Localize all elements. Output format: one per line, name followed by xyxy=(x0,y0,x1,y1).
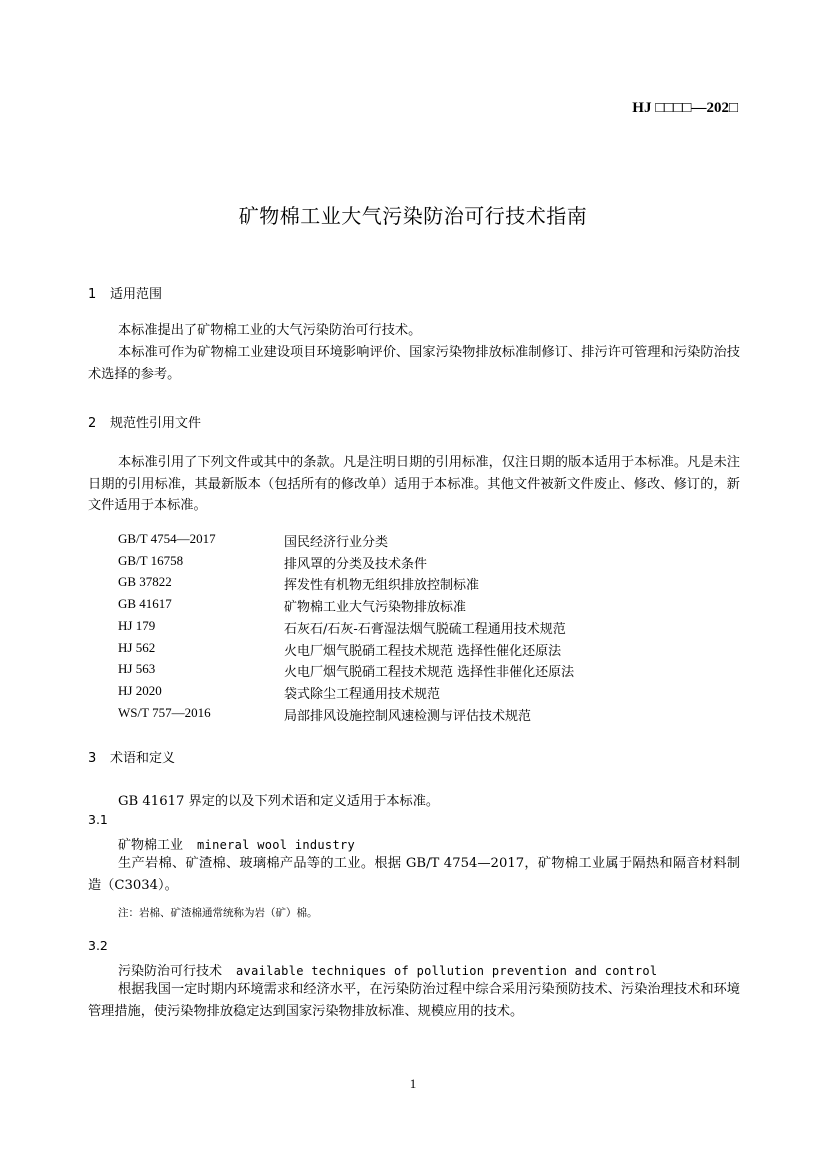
document-title: 矿物棉工业大气污染防治可行技术指南 xyxy=(238,204,588,228)
section-title: 规范性引用文件 xyxy=(110,416,202,431)
ref-code: GB 41617 xyxy=(118,596,172,611)
term-en: available techniques of pollution prevention and control xyxy=(236,964,658,978)
paragraph: 本标准可作为矿物棉工业建设项目环境影响评价、国家污染物排放标准制修订、排污许可管理和污染防治技术选择的参考。 xyxy=(88,345,740,382)
ref-code: GB 37822 xyxy=(118,574,172,589)
section-heading-2 xyxy=(88,412,201,431)
ref-code: HJ 2020 xyxy=(118,683,162,698)
ref-code: HJ 179 xyxy=(118,618,156,633)
paragraph: GB 41617 界定的以及下列术语和定义适用于本标准。 xyxy=(118,794,440,809)
ref-code: WS/T 757—2016 xyxy=(118,705,211,720)
ref-code: HJ 562 xyxy=(118,640,156,655)
ref-title: 火电厂烟气脱硝工程技术规范 选择性非催化还原法 xyxy=(284,665,575,680)
ref-code: GB/T 4754—2017 xyxy=(118,531,216,546)
ref-title: 袋式除尘工程通用技术规范 xyxy=(284,687,441,702)
ref-code: HJ 563 xyxy=(118,661,156,676)
page-number: 1 xyxy=(409,1076,417,1091)
paragraph: 本标准提出了矿物棉工业的大气污染防治可行技术。 xyxy=(118,323,422,338)
section-number: 1 xyxy=(88,287,97,302)
term-en: mineral wool industry xyxy=(197,838,356,852)
term-note: 注：岩棉、矿渣棉通常统称为岩（矿）棉。 xyxy=(118,907,318,919)
ref-title: 火电厂烟气脱硝工程技术规范 选择性催化还原法 xyxy=(284,644,562,659)
section-title: 术语和定义 xyxy=(110,751,176,766)
term-zh: 矿物棉工业 xyxy=(118,838,184,853)
section-heading-1 xyxy=(88,283,162,302)
term-definition: 根据我国一定时期内环境需求和经济水平，在污染防治过程中综合采用污染预防技术、污染治理技术和环境管理措施，使污染物排放稳定达到国家污染物排放标准、规模应用的技术。 xyxy=(88,982,740,1019)
ref-title: 挥发性有机物无组织排放控制标准 xyxy=(284,578,480,593)
ref-code: GB/T 16758 xyxy=(118,553,184,568)
ref-title: 石灰石/石灰-石膏湿法烟气脱硫工程通用技术规范 xyxy=(284,622,566,637)
term-zh: 污染防治可行技术 xyxy=(118,964,223,979)
paragraph: 本标准引用了下列文件或其中的条款。凡是注明日期的引用标准，仅注日期的版本适用于本标准。凡是未注日期的引用标准，其最新版本（包括所有的修改单）适用于本标准。其他文件被新文件废止、修改、修订的，新文件适用于本标准。 xyxy=(88,455,740,513)
term-definition: 生产岩棉、矿渣棉、玻璃棉产品等的工业。根据 GB/T 4754—2017，矿物棉工业属于隔热和隔音材料制造（C3034）。 xyxy=(88,856,740,893)
term-heading xyxy=(118,960,657,979)
ref-title: 国民经济行业分类 xyxy=(284,535,389,550)
term-number: 3.1 xyxy=(88,812,108,827)
ref-title: 排风罩的分类及技术条件 xyxy=(284,557,428,572)
term-heading xyxy=(118,834,355,853)
standard-code: HJ □□□□—202□ xyxy=(632,100,738,116)
section-title: 适用范围 xyxy=(110,287,163,302)
section-heading-3 xyxy=(88,747,175,766)
ref-title: 局部排风设施控制风速检测与评估技术规范 xyxy=(284,709,532,724)
section-number: 2 xyxy=(88,416,97,431)
section-number: 3 xyxy=(88,751,97,766)
ref-title: 矿物棉工业大气污染物排放标准 xyxy=(284,600,467,615)
term-number: 3.2 xyxy=(88,938,108,953)
